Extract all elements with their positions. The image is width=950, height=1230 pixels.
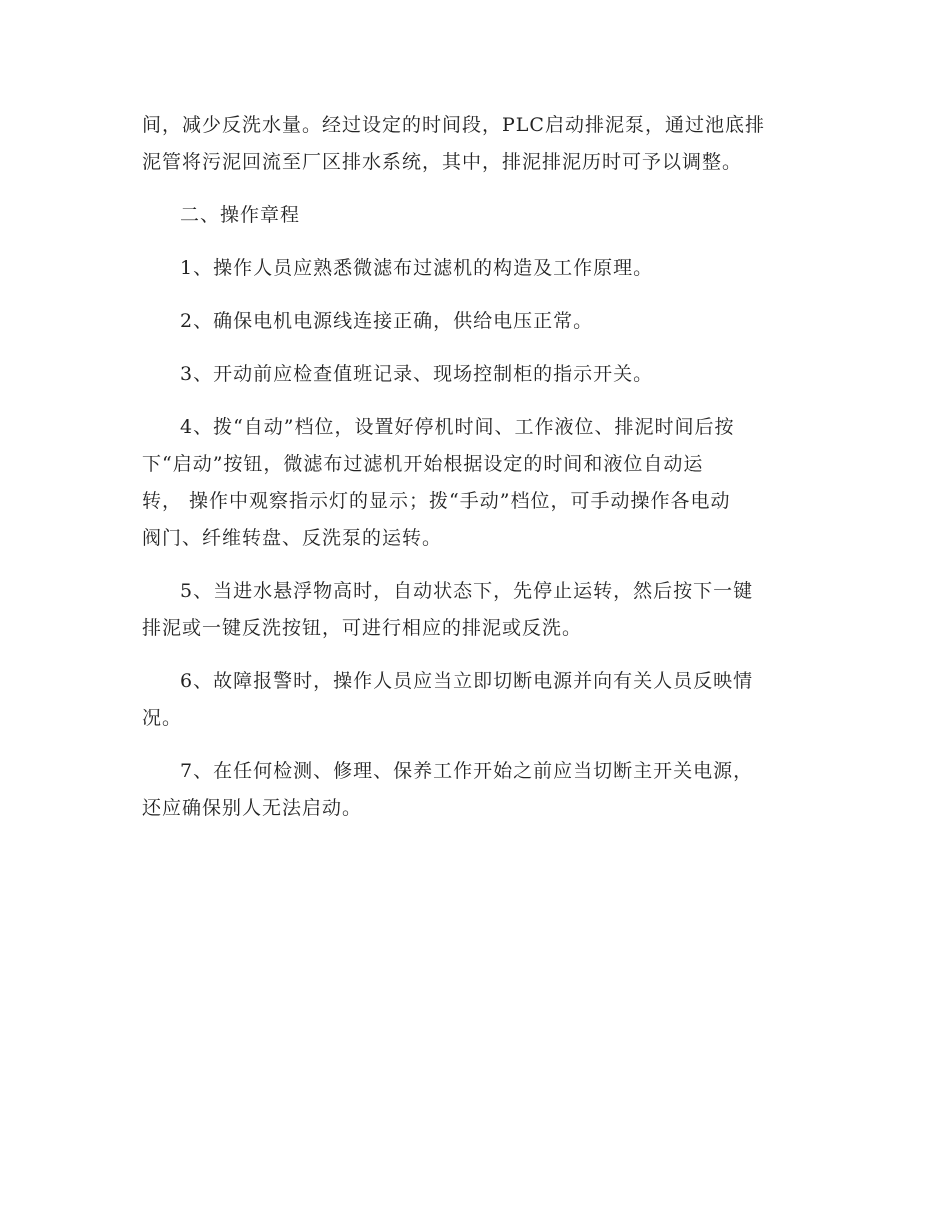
paragraph-step-1: 1、操作人员应熟悉微滤布过滤机的构造及工作原理。 xyxy=(180,257,654,279)
paragraph-step-6: 6、故障报警时，操作人员应当立即切断电源并向有关人员反映情 况。 xyxy=(142,670,754,729)
paragraph-step-3: 3、开动前应检查值班记录、现场控制柜的指示开关。 xyxy=(180,363,654,385)
paragraph-step-4: 4、拨“自动”档位，设置好停机时间、工作液位、排泥时间后按 下“启动”按钮，微滤布过滤机开始根据设定的时间和液位自动运 转， 操作中观察指示灯的显示；拨“手动”档位，可手动操作各电动 阀门、纤维转盘、反洗泵的运转。 xyxy=(142,416,735,549)
section-heading: 二、操作章程 xyxy=(180,204,301,226)
document-page xyxy=(142,107,808,827)
paragraph-step-5: 5、当进水悬浮物高时，自动状态下，先停止运转，然后按下一键 排泥或一键反洗按钮，可进行相应的排泥或反洗。 xyxy=(142,580,754,639)
paragraph-step-2: 2、确保电机电源线连接正确，供给电压正常。 xyxy=(180,310,594,332)
paragraph-step-7: 7、在任何检测、修理、保养工作开始之前应当切断主开关电源， 还应确保别人无法启动。 xyxy=(142,760,754,819)
paragraph-continuation: 间，减少反洗水量。经过设定的时间段，PLC启动排泥泵，通过池底排 泥管将污泥回流至厂区排水系统，其中，排泥排泥历时可予以调整。 xyxy=(142,114,765,173)
